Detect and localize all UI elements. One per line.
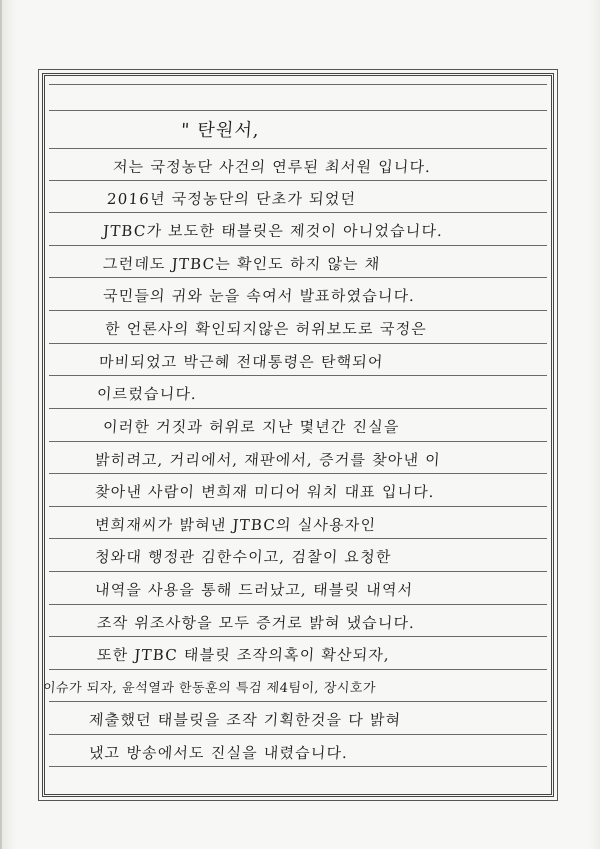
ruled-line — [49, 343, 547, 344]
letter-line: 이슈가 되자, 윤석열과 한동훈의 특검 제4팀이, 장시호가 — [42, 681, 377, 696]
letter-line: 저는 국정농단 사건의 연루된 최서원 입니다. — [112, 158, 432, 176]
letter-line: 그런데도 JTBC는 확인도 하지 않는 채 — [102, 255, 382, 273]
ruled-line — [49, 408, 547, 409]
letter-line: 제출했던 태블릿을 조작 기획한것을 다 밝혀 — [88, 711, 402, 729]
ruled-line — [49, 84, 547, 85]
letter-line: 청와대 행정관 김한수이고, 검찰이 요청한 — [94, 548, 393, 566]
ruled-line — [49, 701, 547, 702]
letter-line: 냈고 방송에서도 진실을 내렸습니다. — [88, 744, 349, 762]
ruled-line — [49, 506, 547, 507]
letter-line: 2016년 국정농단의 단초가 되었던 — [106, 190, 357, 208]
ruled-line — [49, 734, 547, 735]
ruled-line — [49, 604, 547, 605]
ruled-line — [49, 473, 547, 474]
ruled-line — [49, 110, 547, 111]
letter-line: 이러한 거짓과 허위로 지난 몇년간 진실을 — [102, 418, 401, 436]
salutation: " 탄원서, — [180, 120, 261, 141]
ruled-line — [49, 766, 547, 767]
ruled-line — [49, 636, 547, 637]
ruled-line — [49, 375, 547, 376]
ruled-line — [49, 148, 547, 149]
letter-line: 또한 JTBC 태블릿 조작의혹이 확산되자, — [96, 646, 391, 664]
letter-line: 한 언론사의 확인되지않은 허위보도로 국정은 — [104, 320, 428, 338]
ruled-line — [49, 310, 547, 311]
ruled-line — [49, 180, 547, 181]
ruled-line — [49, 441, 547, 442]
letter-line: JTBC가 보도한 태블릿은 제것이 아니었습니다. — [102, 222, 444, 240]
letter-line: 내역을 사용을 통해 드러났고, 태블릿 내역서 — [94, 581, 414, 599]
letter-line: 조작 위조사항을 모두 증거로 밝혀 냈습니다. — [96, 614, 416, 632]
letter-line: 밝히려고, 거리에서, 재판에서, 증거를 찾아낸 이 — [94, 451, 442, 469]
letter-line: 변희재씨가 밝혀낸 JTBC의 실사용자인 — [94, 516, 377, 534]
letter-line: 이르렀습니다. — [96, 385, 198, 403]
letter-line: 국민들의 귀와 눈을 속여서 발표하였습니다. — [102, 287, 416, 305]
ruled-letter-frame — [42, 73, 554, 797]
letter-line: 마비되었고 박근혜 전대통령은 탄핵되어 — [98, 353, 385, 371]
ruled-line — [49, 669, 547, 670]
ruled-line — [49, 538, 547, 539]
letter-line: 찾아낸 사람이 변희재 미디어 워치 대표 입니다. — [94, 483, 436, 501]
ruled-line — [49, 245, 547, 246]
ruled-line — [49, 571, 547, 572]
ruled-line — [49, 212, 547, 213]
ruled-line — [49, 277, 547, 278]
